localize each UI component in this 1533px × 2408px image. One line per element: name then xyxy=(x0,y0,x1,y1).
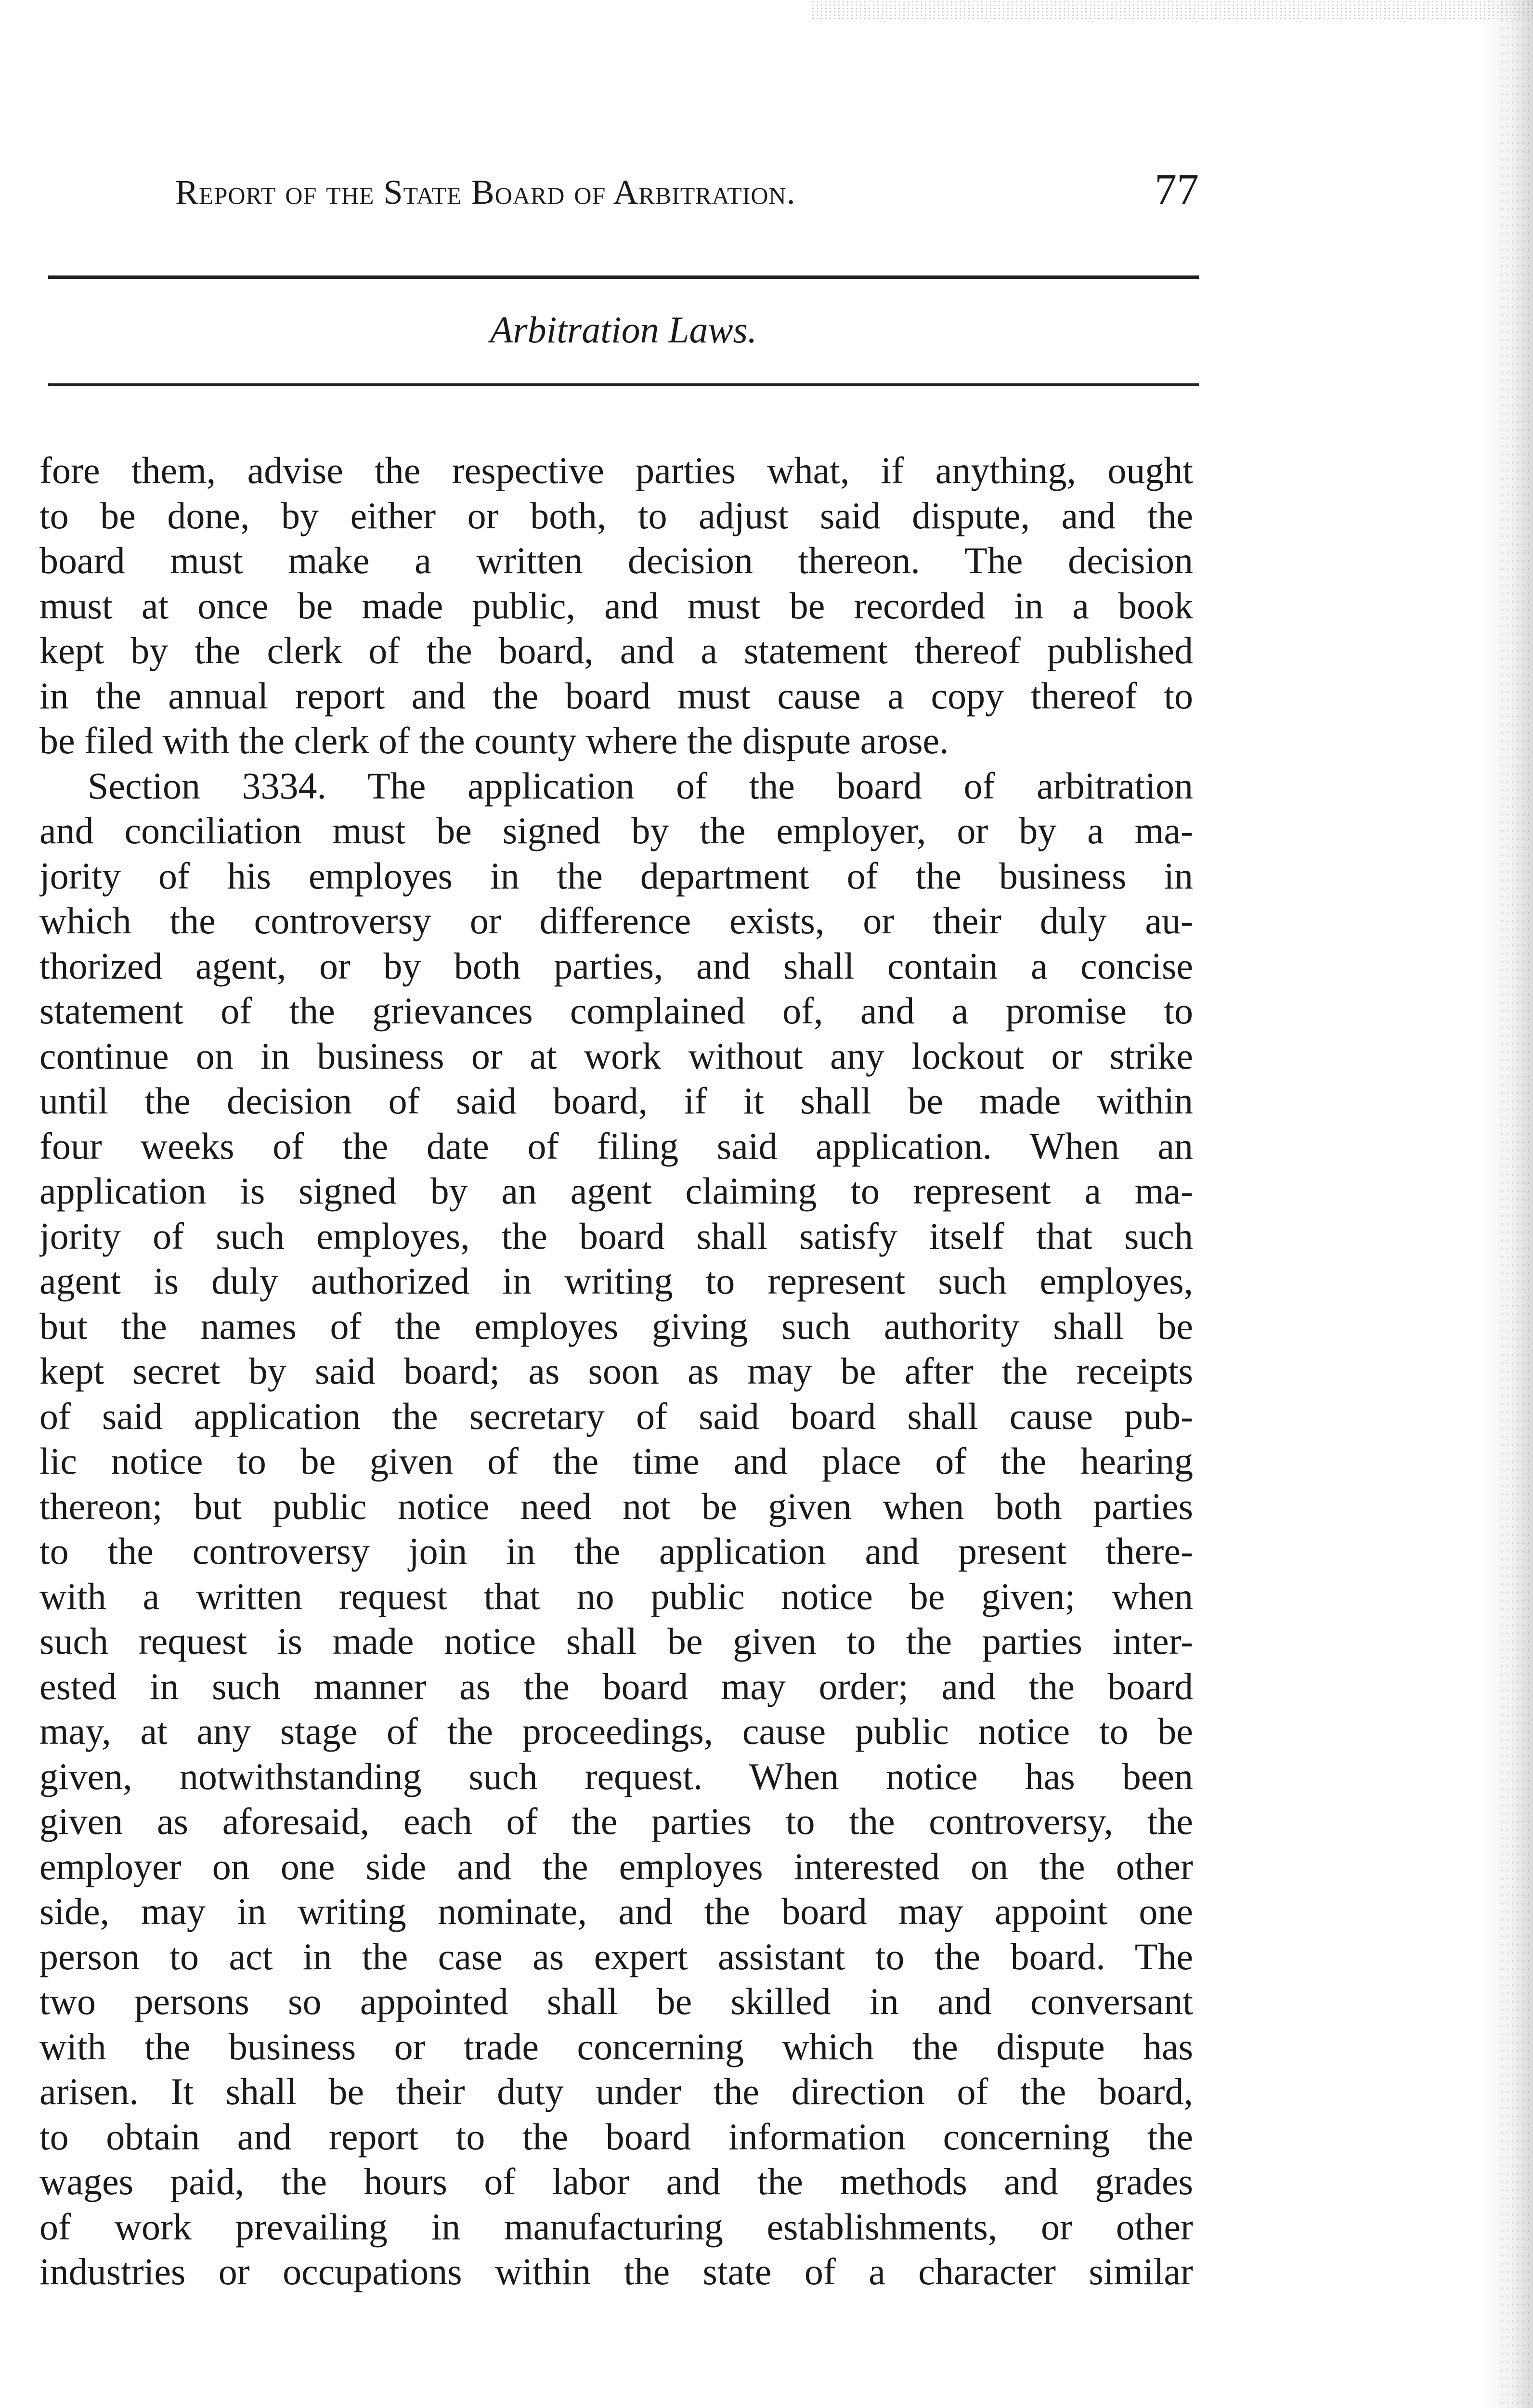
text-line: jority of such employes, the board shall satisfy itself that such xyxy=(39,1215,1193,1257)
text-line: be filed with the clerk of the county where the dispute arose. xyxy=(39,720,949,761)
text-line: thereon; but public notice need not be given when both parties xyxy=(39,1485,1193,1527)
text-line: wages paid, the hours of labor and the methods and grades xyxy=(39,2160,1193,2202)
text-line: side, may in writing nominate, and the board may appoint one xyxy=(39,1890,1193,1932)
running-head xyxy=(46,164,1199,222)
text-line: of said application the secretary of said board shall cause pub- xyxy=(39,1395,1193,1437)
text-line: industries or occupations within the state of a character similar xyxy=(39,2251,1193,2292)
text-line: jority of his employes in the department of the business in xyxy=(39,854,1193,897)
text-line: may, at any stage of the proceedings, cause public notice to be xyxy=(39,1710,1193,1752)
text-line: person to act in the case as expert assistant to the board. The xyxy=(39,1935,1193,1977)
text-line: in the annual report and the board must cause a copy thereof to xyxy=(39,674,1193,717)
text-line: must at once be made public, and must be recorded in a book xyxy=(39,584,1193,627)
header-rule-top xyxy=(48,275,1199,279)
page-number: 77 xyxy=(1155,165,1199,214)
text-line: and conciliation must be signed by the employer, or by a ma- xyxy=(39,810,1193,851)
text-line: two persons so appointed shall be skilled in and conversant xyxy=(39,1980,1193,2022)
text-line: given as aforesaid, each of the parties to the controversy, the xyxy=(39,1800,1193,1842)
text-line: employer on one side and the employes interested on the other xyxy=(39,1845,1193,1887)
text-line: kept by the clerk of the board, and a statement thereof published xyxy=(39,629,1193,671)
text-line: given, notwithstanding such request. When notice has been xyxy=(39,1755,1193,1797)
text-line: application is signed by an agent claiming to represent a ma- xyxy=(39,1170,1193,1212)
text-line: ested in such manner as the board may order; and the board xyxy=(39,1665,1193,1707)
text-line: with a written request that no public notice be given; when xyxy=(39,1575,1193,1617)
text-line: of work prevailing in manufacturing establishments, or other xyxy=(39,2205,1193,2248)
text-line: continue on in business or at work without any lockout or strike xyxy=(39,1034,1193,1077)
text-line: lic notice to be given of the time and place of the hearing xyxy=(39,1440,1193,1482)
header-rule-bottom xyxy=(48,383,1199,386)
text-line: to obtain and report to the board information concerning the xyxy=(39,2115,1193,2158)
text-line: to be done, by either or both, to adjust said dispute, and the xyxy=(39,494,1193,537)
body-text xyxy=(39,448,1193,2294)
running-title: Report of the State Board of Arbitration. xyxy=(175,173,796,211)
scan-noise-edge xyxy=(1499,0,1533,2408)
text-line: to the controversy join in the application and present there- xyxy=(39,1530,1193,1572)
text-line: statement of the grievances complained of, and a promise to xyxy=(39,990,1193,1032)
scan-noise-top xyxy=(811,0,1533,19)
text-line: fore them, advise the respective parties what, if anything, ought xyxy=(39,449,1193,491)
text-line: arisen. It shall be their duty under the direction of the board, xyxy=(39,2070,1193,2112)
section-title: Arbitration Laws. xyxy=(490,309,757,351)
text-line: four weeks of the date of filing said application. When an xyxy=(39,1125,1193,1167)
text-line-section-start: Section 3334. The application of the board of arbitration xyxy=(88,764,1193,807)
text-line: board must make a written decision thereon. The decision xyxy=(39,539,1193,581)
text-line: which the controversy or difference exists, or their duly au- xyxy=(39,900,1193,942)
text-line: until the decision of said board, if it shall be made within xyxy=(39,1080,1193,1122)
text-line: thorized agent, or by both parties, and shall contain a concise xyxy=(39,944,1193,987)
text-line: agent is duly authorized in writing to represent such employes, xyxy=(39,1260,1193,1302)
text-line: such request is made notice shall be given to the parties inter- xyxy=(39,1620,1193,1662)
text-line: with the business or trade concerning which the dispute has xyxy=(39,2025,1193,2068)
text-line: kept secret by said board; as soon as may be after the receipts xyxy=(39,1350,1193,1392)
text-line: but the names of the employes giving such authority shall be xyxy=(39,1305,1193,1347)
